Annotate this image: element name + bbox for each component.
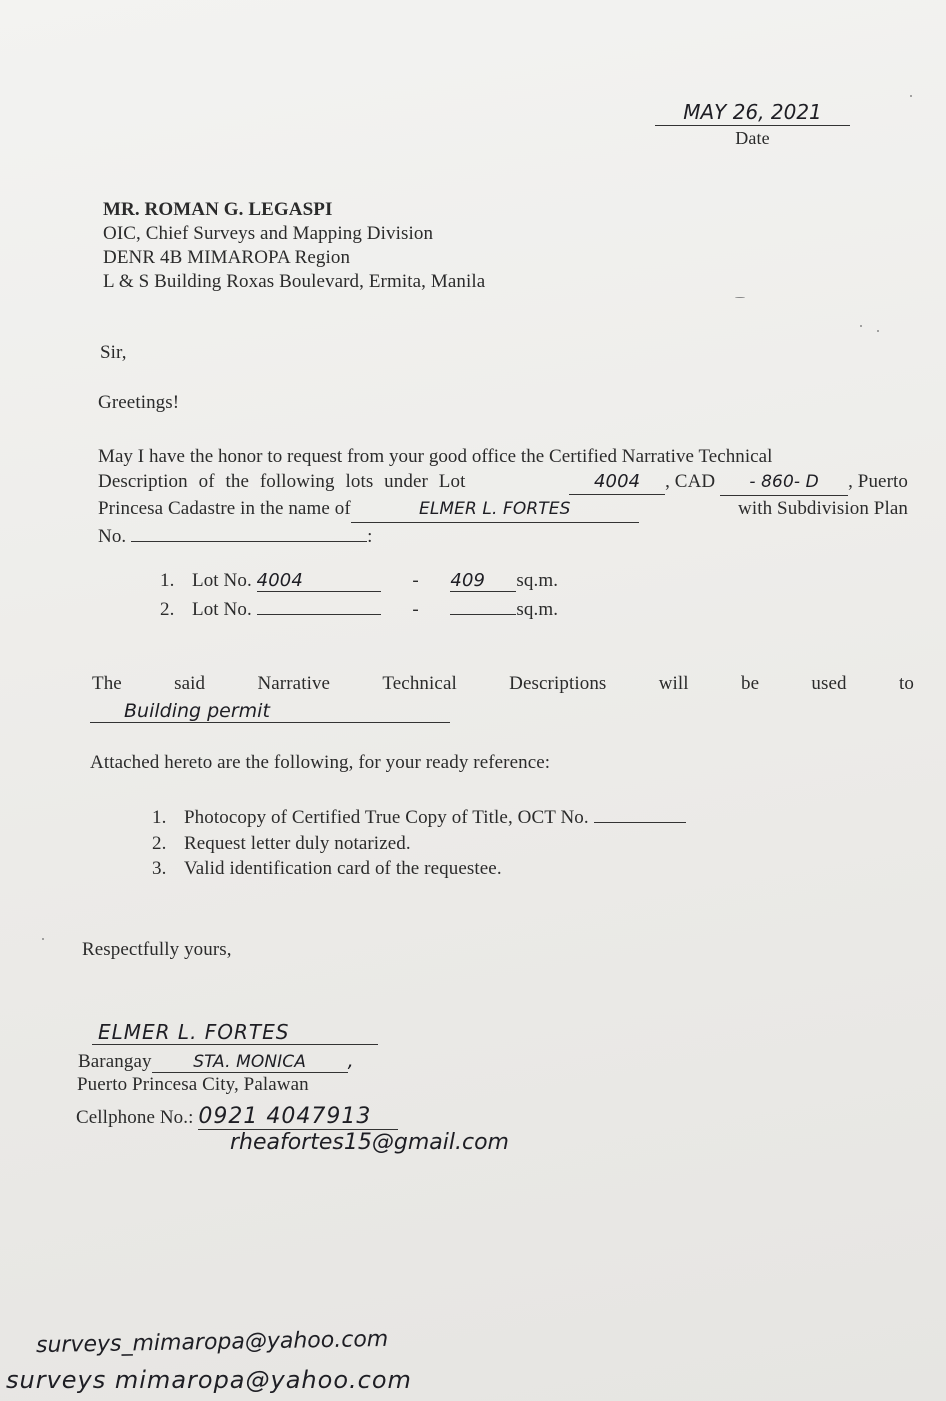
- footer-note: surveys_mimaropa@yahoo.com: [35, 1326, 389, 1359]
- body-text: :: [367, 526, 373, 547]
- date-value: MAY 26, 2021: [655, 100, 850, 126]
- attached-intro: Attached hereto are the following, for your ready reference:: [90, 752, 551, 773]
- phone-label: Cellphone No.:: [76, 1107, 194, 1128]
- body-text: , CAD: [665, 471, 716, 492]
- lot-item-unit: sq.m.: [516, 570, 559, 591]
- purpose-word: Narrative: [257, 673, 331, 694]
- lot-item-area[interactable]: [450, 596, 516, 615]
- body-paragraph: [98, 444, 908, 549]
- date-label: Date: [735, 128, 770, 148]
- body-text: , Puerto: [848, 471, 908, 492]
- lot-value: 4004: [569, 469, 665, 495]
- attached-item: [152, 804, 686, 831]
- purpose-word: used: [811, 673, 847, 694]
- plan-no-field[interactable]: [131, 523, 367, 542]
- attached-item-text: Valid identification card of the requestee.: [184, 858, 502, 879]
- purpose-word: will: [658, 673, 689, 694]
- body-line-4: [98, 523, 908, 549]
- purpose-word: be: [740, 673, 760, 694]
- lot-item: [160, 570, 558, 592]
- lot-field[interactable]: [569, 469, 908, 496]
- addressee-title: OIC, Chief Surveys and Mapping Division: [103, 223, 434, 244]
- addressee-address: L & S Building Roxas Boulevard, Ermita, Manila: [103, 271, 486, 292]
- barangay-label: Barangay: [78, 1051, 152, 1072]
- lot-item-label: Lot No.: [192, 599, 252, 620]
- paper-speck: [860, 325, 862, 327]
- purpose-field[interactable]: [90, 700, 450, 723]
- closing: Respectfully yours,: [82, 939, 232, 960]
- paper-speck: [42, 938, 44, 940]
- greeting: Greetings!: [98, 392, 180, 413]
- attached-item-number: 3.: [152, 858, 167, 879]
- city-line: Puerto Princesa City, Palawan: [77, 1074, 309, 1095]
- email-note: rheafortes15@gmail.com: [230, 1130, 509, 1155]
- signature-name-field[interactable]: [92, 1020, 378, 1045]
- lot-item-dash: -: [412, 599, 419, 620]
- oct-no-field[interactable]: [594, 804, 686, 823]
- barangay-comma: ,: [347, 1050, 354, 1072]
- attached-list: [152, 804, 686, 882]
- paper-speck: [877, 330, 879, 332]
- addressee-name: MR. ROMAN G. LEGASPI: [103, 199, 333, 220]
- attached-item-text: Request letter duly notarized.: [184, 832, 411, 854]
- purpose-line: [92, 673, 914, 695]
- purpose-word: Technical: [382, 673, 457, 694]
- paper-speck: [735, 297, 745, 298]
- signature-name: ELMER L. FORTES: [92, 1020, 378, 1045]
- addressee-block: [103, 198, 485, 294]
- attached-item: [152, 856, 686, 882]
- body-text: No.: [98, 526, 127, 547]
- lot-item-number: 1.: [160, 570, 175, 591]
- purpose-word: Descriptions: [509, 673, 607, 694]
- lot-item-lot-value[interactable]: [257, 596, 381, 615]
- paper-speck: [910, 95, 912, 97]
- attached-item-number: 2.: [152, 832, 167, 854]
- lot-item-label: Lot No.: [192, 570, 252, 591]
- lot-item-area[interactable]: 409: [450, 570, 516, 592]
- attached-item-number: 1.: [152, 807, 167, 828]
- barangay-line: [78, 1050, 354, 1073]
- salutation: Sir,: [100, 342, 127, 363]
- body-text: Description of the following lots under Lot: [98, 471, 466, 492]
- name-value[interactable]: ELMER L. FORTES: [351, 497, 639, 523]
- phone-value[interactable]: 0921 4047913: [198, 1104, 398, 1130]
- attached-item-text: Photocopy of Certified True Copy of Title, OCT No.: [184, 807, 589, 828]
- lot-item-unit: sq.m.: [516, 599, 559, 620]
- body-line-1: [98, 444, 908, 469]
- purpose-word: to: [898, 673, 914, 694]
- lot-item-dash: -: [412, 570, 419, 591]
- purpose-word: said: [174, 673, 206, 694]
- lot-item: [160, 596, 558, 621]
- body-text: with Subdivision Plan: [738, 498, 908, 519]
- addressee-office: DENR 4B MIMAROPA Region: [103, 247, 351, 268]
- lot-item-number: 2.: [160, 599, 175, 620]
- body-text: Princesa Cadastre in the name of: [98, 498, 351, 519]
- attached-item: [152, 831, 686, 857]
- lot-item-lot-value[interactable]: 4004: [257, 570, 381, 592]
- phone-line: [76, 1104, 398, 1130]
- barangay-value[interactable]: STA. MONICA: [152, 1052, 348, 1073]
- body-text: May I have the honor to request from your good office the Certified Narrative Technical: [98, 446, 773, 467]
- date-block: [655, 100, 850, 149]
- purpose-value: Building permit: [90, 700, 450, 723]
- body-line-3: [98, 496, 908, 523]
- purpose-word: The: [92, 673, 122, 694]
- cad-value: - 860- D: [720, 470, 848, 496]
- footer-note: surveys mimaropa@yahoo.com: [6, 1366, 412, 1394]
- body-line-2: [98, 469, 908, 496]
